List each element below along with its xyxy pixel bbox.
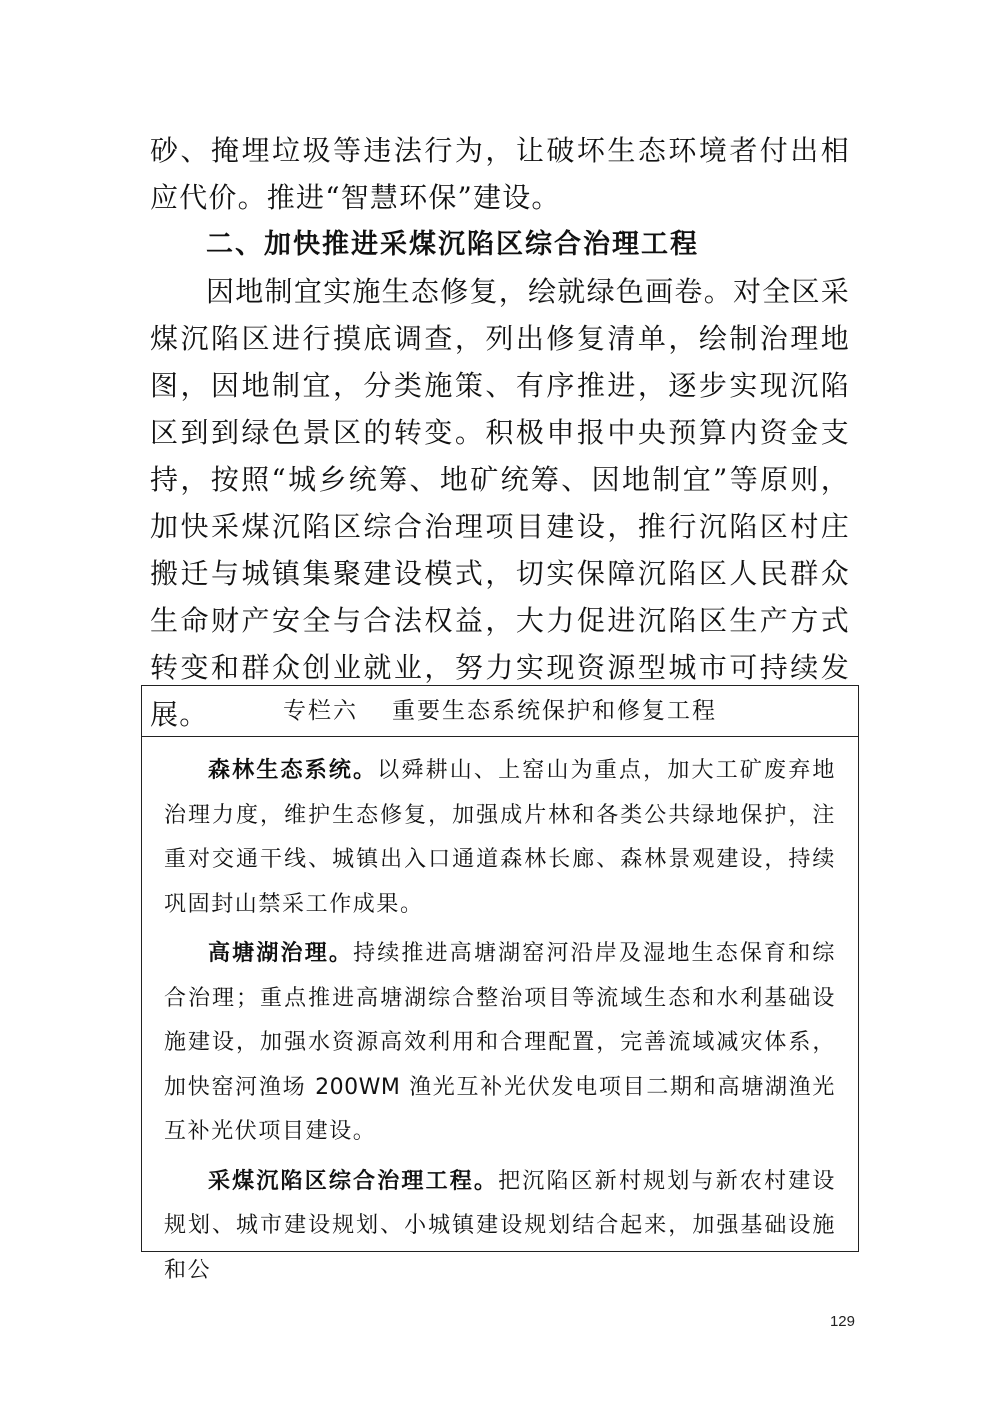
box-body: [142, 737, 858, 1293]
special-column-box: [141, 685, 859, 1283]
main-text: [150, 127, 850, 738]
capacity-value: 200WM: [315, 1074, 401, 1100]
box-item-lake: [164, 932, 836, 1155]
intro-continuation: 砂、掩埋垃圾等违法行为，让破坏生态环境者付出相应代价。推进“智慧环保”建设。: [150, 134, 850, 214]
page-number: 129: [829, 1313, 855, 1330]
section-paragraph: 因地制宜实施生态修复，绘就绿色画卷。对全区采煤沉陷区进行摸底调查，列出修复清单，绘制治理地图，因地制宜，分类施策、有序推进，逐步实现沉陷区到到绿色景区的转变。积极申报中央预算内资金支持，按照“城乡统筹、地矿统筹、因地制宜”等原则，加快采煤沉陷区综合治理项目建设，推行沉陷区村庄搬迁与城镇集聚建设模式，切实保障沉陷区人民群众生命财产安全与合法权益，大力促进沉陷区生产方式转变和群众创业就业，努力实现资源型城市可持续发展。: [150, 275, 850, 731]
box-item-term: 森林生态系统。: [208, 758, 378, 783]
box-item-term: 采煤沉陷区综合治理工程。: [208, 1168, 499, 1194]
box-item-text: 持续推进高塘湖窑河沿岸及湿地生态保育和综合治理；重点推进高塘湖综合整治项目等流域生态和水利基础设施建设，加强水资源高效利用和合理配置，完善流域减灾体系，加快窑河渔场: [164, 941, 836, 1100]
box-label: 专栏六: [283, 698, 358, 724]
box-item-forest: [164, 749, 836, 927]
box-title: 重要生态系统保护和修复工程: [392, 698, 717, 724]
box-item-term: 高塘湖治理。: [208, 941, 354, 966]
box-item-text: 把沉陷区新村规划与新农村建设规划、城市建设规划、小城镇建设规划结合起来，加强基础设施和公: [164, 1168, 836, 1283]
section-heading: 二、加快推进采煤沉陷区综合治理工程: [206, 229, 699, 260]
box-title-row: [142, 686, 858, 737]
box-item-subsidence: [164, 1160, 836, 1294]
box-item-text: 以舜耕山、上窑山为重点，加大工矿废弃地治理力度，维护生态修复，加强成片林和各类公共绿地保护，注重对交通干线、城镇出入口通道森林长廊、森林景观建设，持续巩固封山禁采工作成果。: [164, 758, 836, 917]
box-item-text: 渔光互补光伏发电项目二期和高塘湖渔光互补光伏项目建设。: [164, 1074, 837, 1144]
